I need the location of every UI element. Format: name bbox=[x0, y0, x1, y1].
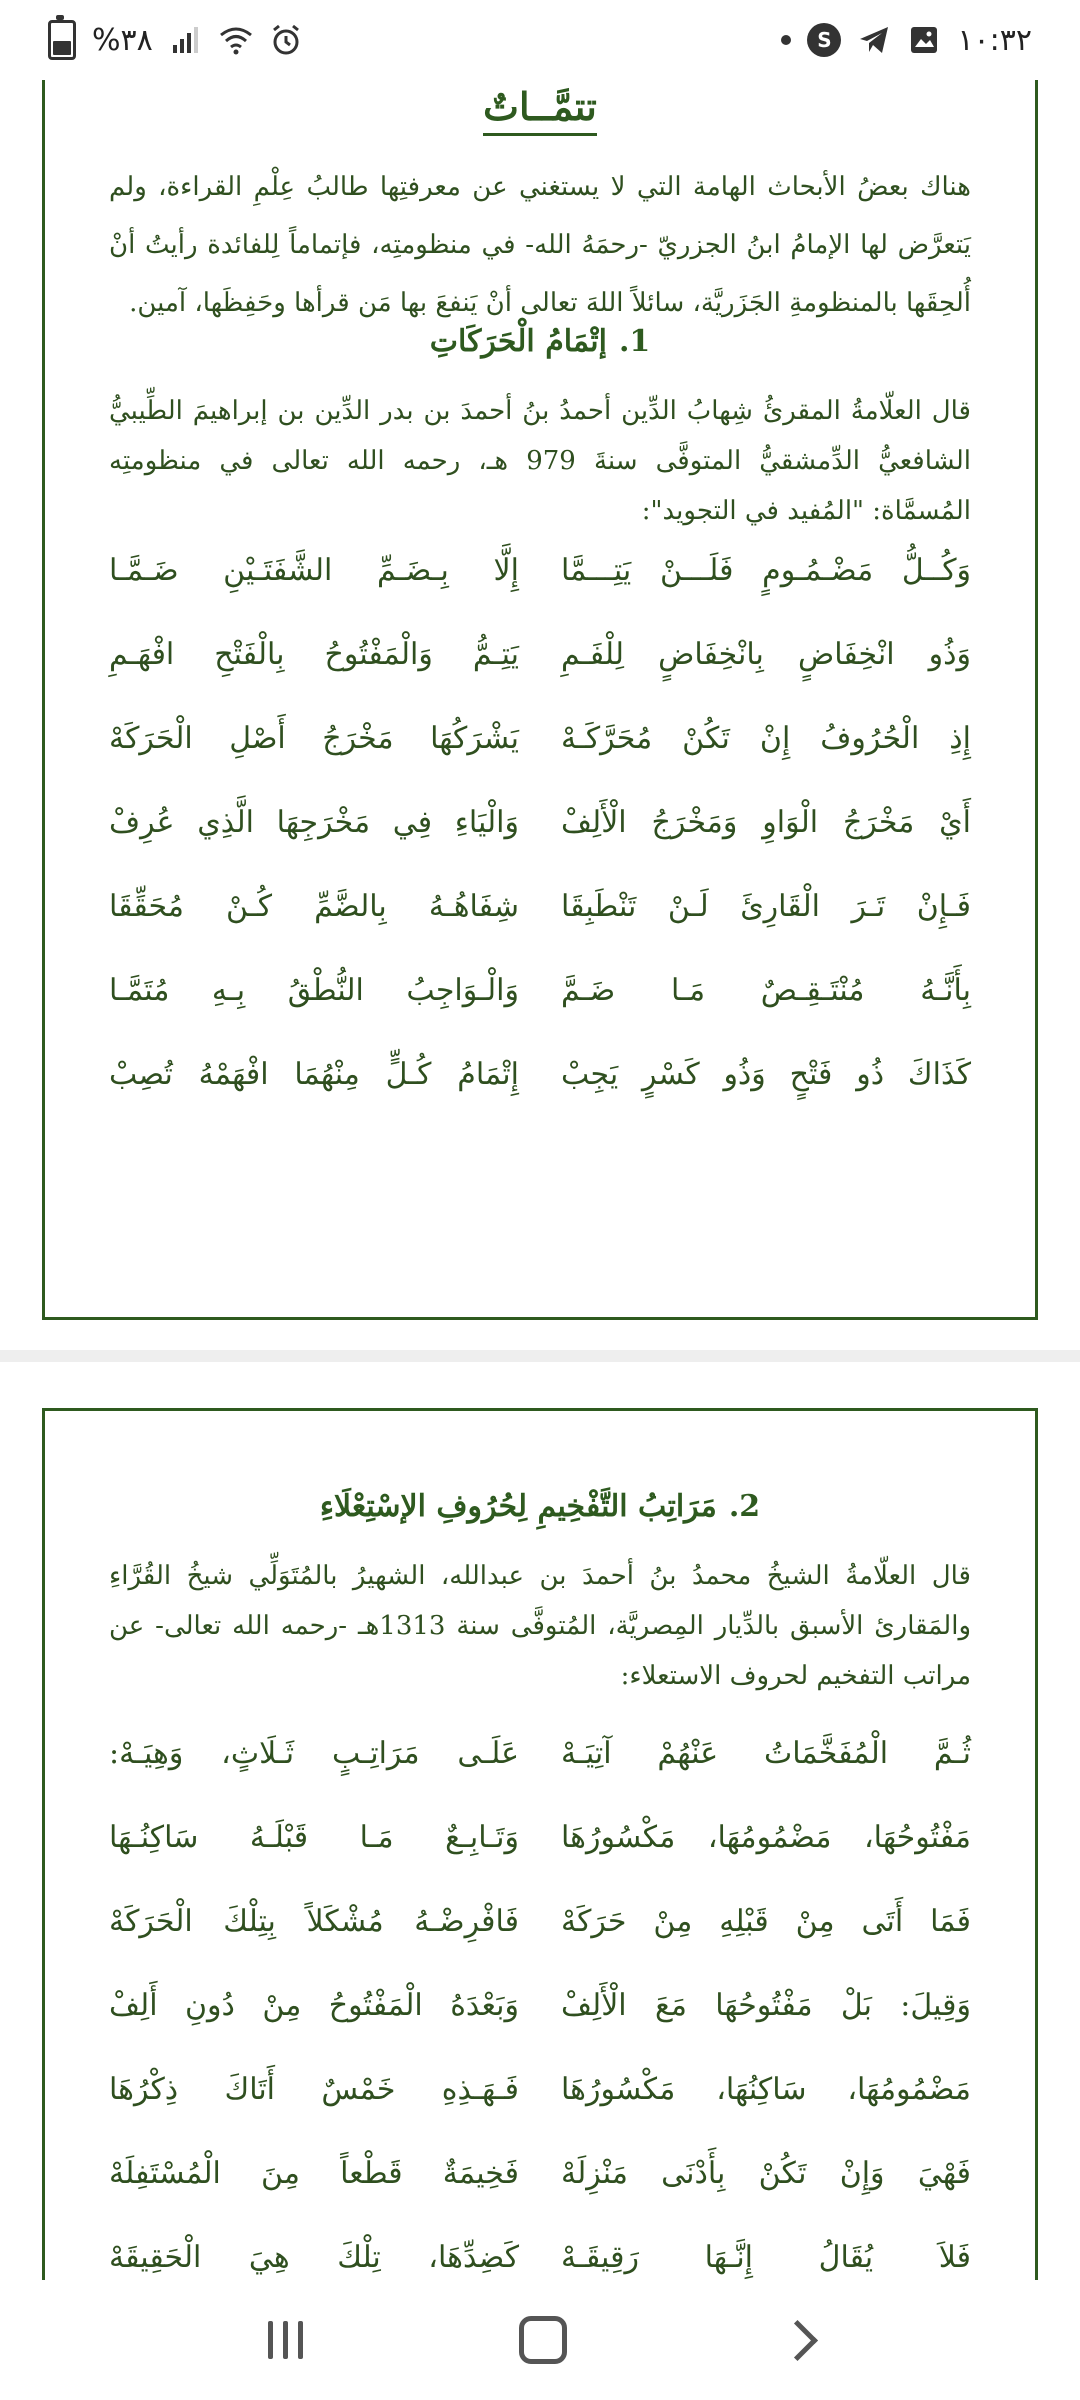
verse-first-hemistich: إِذِ الْحُرُوفُ إِنْ تَكُنْ مُحَرَّكَـهْ bbox=[561, 720, 971, 756]
section-number: 1. bbox=[618, 324, 651, 359]
page-separator bbox=[0, 1350, 1080, 1362]
page-title: تتمَّــاتٌ bbox=[45, 84, 1035, 129]
status-right bbox=[781, 23, 1032, 58]
skype-icon: S bbox=[807, 23, 841, 57]
verse-first-hemistich: وَذُو انْخِفَاضٍ بِانْخِفَاضٍ لِلْفَـمِ bbox=[561, 636, 971, 672]
verse-second-hemistich: عَلَـى مَرَاتِـبٍ ثَـلَاثٍ، وَهِيَـهْ: bbox=[109, 1735, 519, 1771]
verse-second-hemistich: كَضِدِّهَا، تِلْكَ هِيَ الْحَقِيقَهْ bbox=[109, 2239, 519, 2275]
verse-second-hemistich: وَبَعْدَهُ الْمَفْتُوحُ مِنْ دُونِ أَلِفْ bbox=[109, 1987, 519, 2023]
home-icon[interactable] bbox=[519, 2316, 567, 2364]
verse-first-hemistich: ثُـمَّ الْمُفَخَّمَاتُ عَنْهُمْ آتِيَـهْ bbox=[561, 1735, 971, 1771]
poem-verses-2 bbox=[109, 1711, 971, 2299]
verse-first-hemistich: فَـإِنْ تَـرَ الْقَارِئَ لَـنْ تَنْطَبِقَا bbox=[561, 888, 971, 924]
battery-percent: %٣٨ bbox=[92, 22, 153, 58]
verse-second-hemistich: يَتِـمُّ وَالْمَفْتُوحُ بِالْفَتْحِ افْهَـمِ bbox=[109, 636, 519, 672]
section-heading-1 bbox=[45, 324, 1035, 359]
verse-second-hemistich: إِتْمَامُ كُـلٍّ مِنْهُمَا افْهَمْهُ تُصِبْ bbox=[109, 1056, 519, 1092]
verse-second-hemistich: شِفَاهُـهُ بِالضَّمِّ كُـنْ مُحَقِّقَا bbox=[109, 888, 519, 924]
verse-line bbox=[109, 528, 971, 612]
status-left bbox=[48, 20, 303, 60]
verse-second-hemistich: إِلَّا بِـضَـمِّ الشَّفَتَـيْنِ ضَـمَّـا bbox=[109, 552, 519, 588]
verse-line bbox=[109, 1963, 971, 2047]
navigation-bar bbox=[0, 2280, 1080, 2400]
verse-line bbox=[109, 2131, 971, 2215]
verse-line bbox=[109, 1032, 971, 1116]
verse-first-hemistich: كَذَاكَ ذُو فَتْحٍ وَذُو كَسْرٍ يَجِبْ bbox=[561, 1056, 971, 1092]
verse-second-hemistich: يَشْرَكُهَا مَخْرَجُ أَصْلِ الْحَرَكَهْ bbox=[109, 720, 519, 756]
verse-line bbox=[109, 1879, 971, 1963]
verse-first-hemistich: وَقِيلَ: بَلْ مَفْتُوحُهَا مَعَ الْأَلِفْ bbox=[561, 1987, 971, 2023]
verse-second-hemistich: وَالْيَاءِ فِي مَخْرَجِهَا الَّذِي عُرِفْ bbox=[109, 804, 519, 840]
back-icon[interactable] bbox=[777, 2319, 818, 2360]
verse-second-hemistich: فَـهَـذِهِ خَمْسٌ أَتَاكَ ذِكْرُهَا bbox=[109, 2071, 519, 2107]
signal-icon bbox=[169, 23, 203, 57]
status-bar bbox=[0, 0, 1080, 80]
verse-second-hemistich: وَتَـابِـعٌ مَـا قَبْلَـهُ سَاكِنُـهَا bbox=[109, 1819, 519, 1855]
verse-first-hemistich: أَيْ مَخْرَجُ الْوَاوِ وَمَخْرَجُ الْأَلِفْ bbox=[561, 804, 971, 840]
verse-second-hemistich: وَالْـوَاجِبُ النُّطْقُ بِـهِ مُتَمَّـا bbox=[109, 972, 519, 1008]
verse-first-hemistich: وَكُــلُّ مَضْـمُـومٍ فَلَـــنْ يَتِـــمَّا bbox=[561, 552, 971, 588]
verse-line bbox=[109, 1711, 971, 1795]
verse-line bbox=[109, 696, 971, 780]
verse-first-hemistich: مَضْمُومُهَا، سَاكِنُهَا، مَكْسُورُهَا bbox=[561, 2071, 971, 2107]
section-heading-2 bbox=[45, 1489, 1035, 1524]
alarm-icon bbox=[269, 23, 303, 57]
verse-line bbox=[109, 864, 971, 948]
section-paragraph-1: قال العلّامةُ المقرئُ شِهابُ الدِّين أحمدُ بنُ أحمدَ بن بدر الدِّين بن إبراهيمَ الطِّيبيُّ الشافعيُّ الدِّمشقيُّ المتوفَّى سنةَ 979 هـ، رحمه الله تعالى في منظومتِه المُسمَّاة: "المُفيد في التجويد": bbox=[109, 396, 971, 526]
verse-first-hemistich: مَفْتُوحُهَا، مَضْمُومُهَا، مَكْسُورُهَا bbox=[561, 1819, 971, 1855]
section-paragraph-2: قال العلّامةُ الشيخُ محمدُ بنُ أحمدَ بن عبدالله، الشهيرُ بالمُتَوَلِّي شيخُ القُرَّاءِ والمَقارئ الأسبق بالدِّيار المِصريَّة، المُتوفَّى سنة 1313هـ -رحمه الله تعالى- عن مراتب التفخيم لحروف الاستعلاء: bbox=[109, 1561, 971, 1691]
verse-first-hemistich: بِأَنَّـهُ مُنْتَـقِـصٌ مَـا ضَـمَّ bbox=[561, 972, 971, 1008]
wifi-icon bbox=[219, 23, 253, 57]
verse-line bbox=[109, 780, 971, 864]
document-page-1 bbox=[42, 80, 1038, 1320]
recent-apps-icon[interactable] bbox=[268, 2321, 303, 2359]
section-title: مَرَاتِبُ التَّفْخِيمِ لِحُرُوفِ الإسْتِعْلَاءِ bbox=[319, 1489, 717, 1524]
notification-dot-icon bbox=[781, 35, 791, 45]
clock: ١٠:٣٢ bbox=[957, 22, 1032, 58]
verse-first-hemistich: فَمَا أَتَى مِنْ قَبْلِهِ مِنْ حَرَكَهْ bbox=[561, 1903, 971, 1939]
verse-line bbox=[109, 1795, 971, 1879]
section-title: إتْمَامُ الْحَرَكَاتِ bbox=[429, 324, 607, 359]
battery-icon bbox=[48, 20, 76, 60]
verse-line bbox=[109, 612, 971, 696]
intro-paragraph: هناك بعضُ الأبحاث الهامة التي لا يستغني عن معرفتِها طالبُ عِلْمِ القراءة، ولم يَتعرَّض لها الإمامُ ابنُ الجزريّ -رحمَهُ الله- في منظومتِه، فإتماماً لِلفائدة رأيتُ أنْ أُلحِقَها بالمنظومةِ الجَزَريَّة، سائلاً اللهَ تعالى أنْ يَنفعَ بها مَن قرأها وحَفِظَها، آمين. bbox=[109, 172, 971, 318]
document-page-2 bbox=[42, 1408, 1038, 2280]
verse-first-hemistich: فَلاَ يُقَالُ إِنَّـهَا رَقِيقَـهْ bbox=[561, 2239, 971, 2275]
verse-line bbox=[109, 2047, 971, 2131]
verse-first-hemistich: فَهْيَ وَإِنْ تَكُنْ بِأَدْنَى مَنْزِلَهْ bbox=[561, 2155, 971, 2191]
telegram-icon bbox=[857, 23, 891, 57]
section-number: 2. bbox=[728, 1489, 761, 1524]
verse-second-hemistich: فَافْرِضْـهُ مُشْكَلاً بِتِلْكَ الْحَرَكَهْ bbox=[109, 1903, 519, 1939]
gallery-icon bbox=[907, 23, 941, 57]
poem-verses-1 bbox=[109, 528, 971, 1116]
verse-line bbox=[109, 948, 971, 1032]
verse-second-hemistich: فَخِيمَةٌ قَطْعاً مِنَ الْمُسْتَفِلَهْ bbox=[109, 2155, 519, 2191]
